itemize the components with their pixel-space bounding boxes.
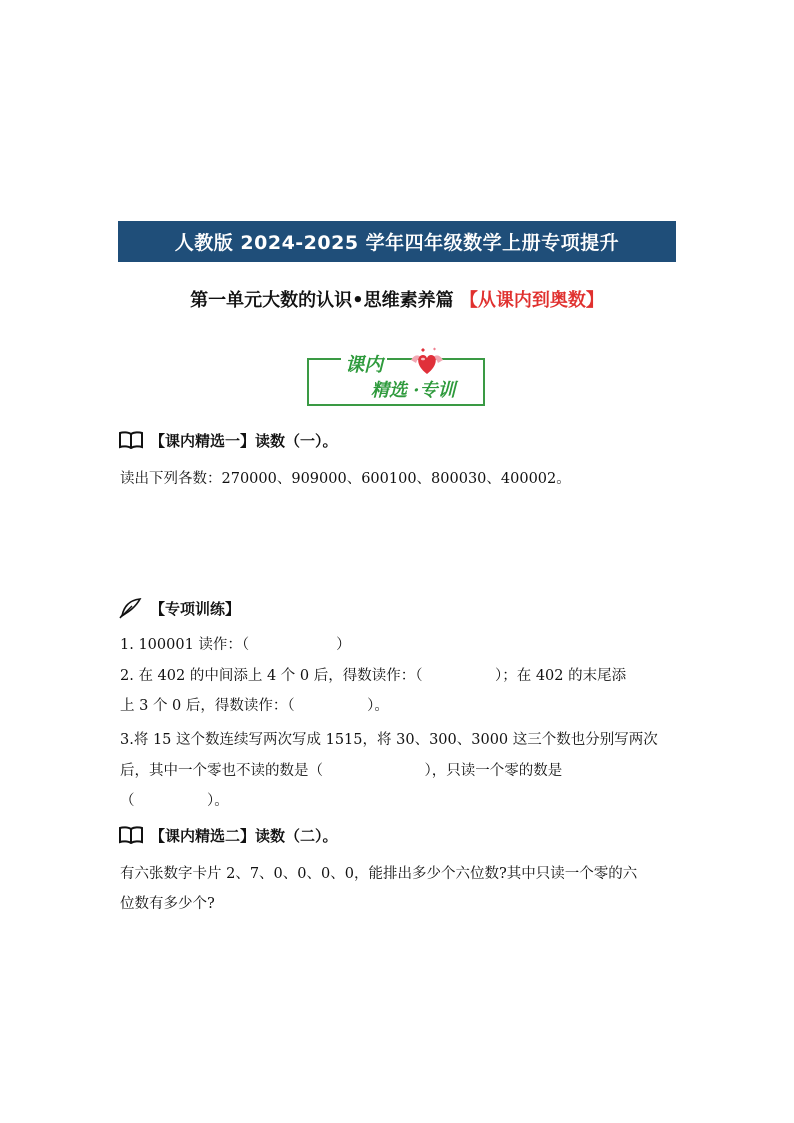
practice-line-1: 1. 100001 读作：（ ） [120,637,351,653]
section2-heading [118,597,240,619]
section-badge [307,352,487,408]
section1-question: 读出下列各数：270000、909000、600100、800030、400002。 [120,471,571,487]
open-book-icon [118,826,144,844]
subtitle [118,286,676,312]
practice-line-4: 3.将 15 这个数连续写两次写成 1515，将 30、300、3000 这三个数也分别写两次 [120,732,658,748]
title-banner [118,221,676,262]
practice-line-5: 后，其中一个零也不读的数是（ ），只读一个零的数是 [120,763,563,779]
practice-line-3: 上 3 个 0 后，得数读作：（ ）。 [120,698,389,714]
section1-title: 【课内精选一】读数（一）。 [150,431,338,450]
section3-line-2: 位数有多少个? [120,896,215,912]
subtitle-accent: 【从课内到奥数】 [459,290,604,311]
practice-line-2: 2. 在 402 的中间添上 4 个 0 后，得数读作：（ ）；在 402 的末尾添 [120,668,627,684]
quill-pen-icon [118,597,144,619]
badge-line2: 精选 ·专训 [371,380,456,401]
section1-heading [118,429,338,451]
heart-wings-icon [407,346,447,378]
badge-line1: 课内 [341,350,387,377]
section3-title: 【课内精选二】读数（二）。 [150,826,338,845]
section3-heading [118,824,338,846]
open-book-icon [118,431,144,449]
subtitle-main: 第一单元大数的认识•思维素养篇 [190,290,460,311]
section2-title: 【专项训练】 [150,599,241,618]
section3-line-1: 有六张数字卡片 2、7、0、0、0、0，能排出多少个六位数?其中只读一个零的六 [120,866,638,882]
practice-line-6: （ ）。 [120,793,229,809]
banner-title: 人教版 2024-2025 学年四年级数学上册专项提升 [174,232,620,254]
